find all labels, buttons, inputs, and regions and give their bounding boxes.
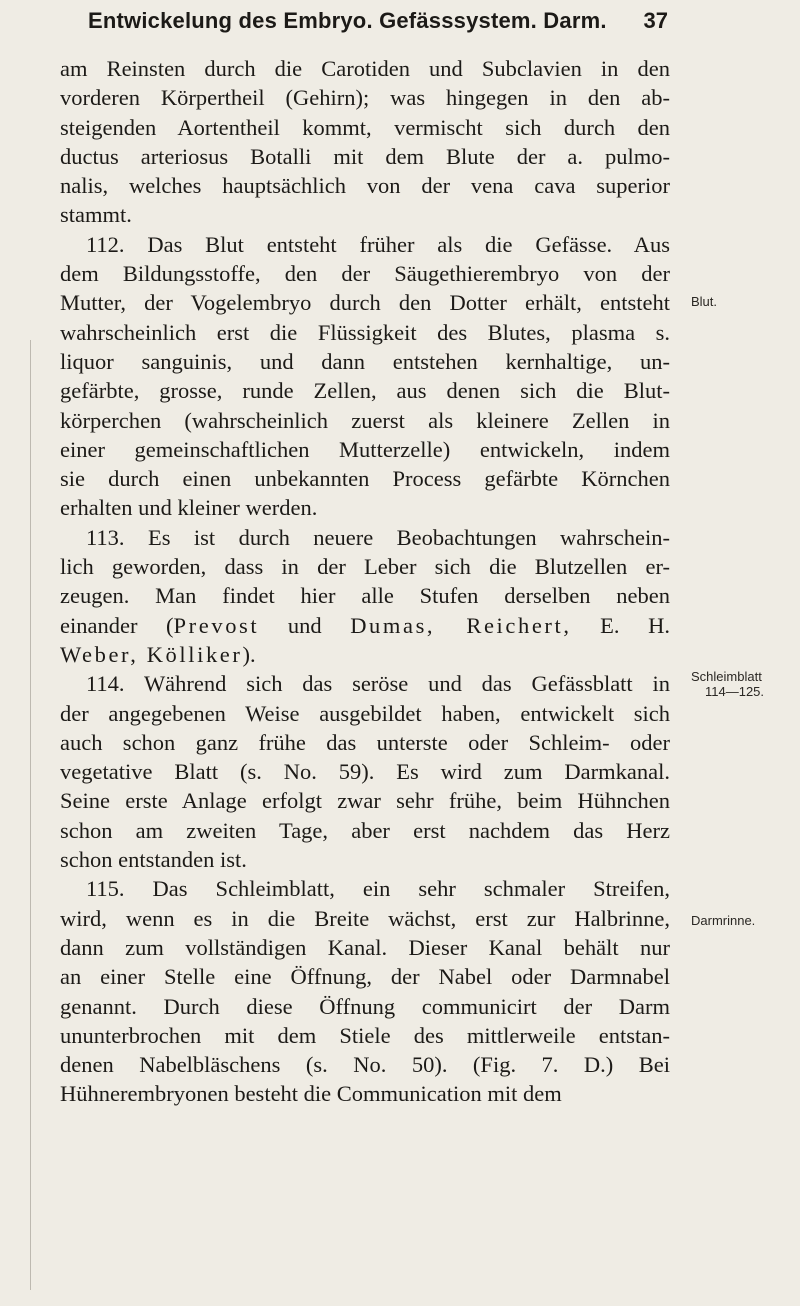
paragraph-114-start: 114. Während sich das seröse und das Gefässblatt in: [86, 671, 670, 697]
paragraph-112-start: 112. Das Blut entsteht früher als die Gefässe. Aus: [86, 231, 670, 257]
text-line: stammt.: [60, 202, 132, 228]
margin-note-schleimblatt-range: 114—125.: [705, 684, 765, 699]
spaced-name: Weber, Kölliker: [60, 641, 243, 667]
spaced-name: Dumas, Reichert,: [350, 612, 572, 638]
text-line: auch schon ganz frühe das unterste oder Schleim- oder: [60, 729, 670, 755]
text-line: genannt. Durch diese Öffnung communicirt der Darm: [60, 993, 670, 1019]
margin-note-blut: [691, 294, 717, 309]
text-line: vegetative Blatt (s. No. 59). Es wird zum Darmkanal.: [60, 759, 670, 785]
paragraph-113-start: 113. Es ist durch neuere Beobachtungen wahrschein-: [86, 524, 670, 550]
margin-note-darmrinne: [691, 913, 755, 928]
text-line: dann zum vollständigen Kanal. Dieser Kanal behält nur: [60, 934, 670, 960]
text-line: wird, wenn es in die Breite wächst, erst zur Halbrinne,: [60, 905, 670, 931]
text-line: Hühnerembryonen besteht die Communication mit dem: [60, 1081, 562, 1107]
spaced-name: Prevost: [173, 612, 260, 638]
running-header-title: Entwickelung des Embryo. Gefässsystem. Darm.: [88, 8, 607, 33]
text-line: ductus arteriosus Botalli mit dem Blute der a. pulmo-: [60, 143, 670, 169]
margin-note-schleimblatt-text: Schleimblatt: [691, 669, 762, 684]
text-line: einer gemeinschaftlichen Mutterzelle) entwickeln, indem: [60, 436, 670, 462]
text-line: zeugen. Man findet hier alle Stufen derselben neben: [60, 583, 670, 609]
text-line: an einer Stelle eine Öffnung, der Nabel oder Darmnabel: [60, 964, 670, 990]
margin-note-schleimblatt: [691, 669, 764, 699]
text-line: nalis, welches hauptsächlich von der vena cava superior: [60, 173, 670, 199]
text-line: steigenden Aortentheil kommt, vermischt sich durch den: [60, 114, 670, 140]
text-line: wahrscheinlich erst die Flüssigkeit des Blutes, plasma s.: [60, 319, 670, 345]
text-line: denen Nabelbläschens (s. No. 50). (Fig. 7. D.) Bei: [60, 1052, 670, 1078]
text-line: körperchen (wahrscheinlich zuerst als kleinere Zellen in: [60, 407, 670, 433]
text-line: schon entstanden ist.: [60, 847, 247, 873]
running-header: [88, 8, 668, 44]
binding-edge: [30, 340, 37, 1290]
body-text: [60, 54, 670, 1109]
text-line: dem Bildungsstoffe, den der Säugethierembryo von der: [60, 261, 670, 287]
text-line: sie durch einen unbekannten Process gefärbte Körnchen: [60, 466, 670, 492]
text-line: erhalten und kleiner werden.: [60, 495, 318, 521]
text-line: gefärbte, grosse, runde Zellen, aus denen sich die Blut-: [60, 378, 670, 404]
text-line: der angegebenen Weise ausgebildet haben, entwickelt sich: [60, 700, 670, 726]
text-line: vorderen Körpertheil (Gehirn); was hingegen in den ab-: [60, 85, 670, 111]
text-line: ununterbrochen mit dem Stiele des mittlerweile entstan-: [60, 1022, 670, 1048]
text-line: liquor sanguinis, und dann entstehen kernhaltige, un-: [60, 348, 670, 374]
text-line: schon am zweiten Tage, aber erst nachdem das Herz: [60, 817, 670, 843]
text-line: am Reinsten durch die Carotiden und Subclavien in den: [60, 56, 670, 81]
margin-note-blut-text: Blut.: [691, 294, 718, 309]
paragraph-115-start: 115. Das Schleimblatt, ein sehr schmaler Streifen,: [86, 876, 670, 902]
text-line: einander (Prevost und Dumas, Reichert, E. H.: [60, 612, 671, 638]
text-line: lich geworden, dass in der Leber sich die Blutzellen er-: [60, 554, 670, 580]
text-line: Mutter, der Vogelembryo durch den Dotter erhält, entsteht: [60, 290, 670, 316]
margin-note-darmrinne-text: Darmrinne.: [691, 913, 756, 928]
text-line: Seine erste Anlage erfolgt zwar sehr frühe, beim Hühnchen: [60, 788, 670, 814]
text-line: Weber, Kölliker).: [60, 641, 256, 667]
page-number: 37: [643, 8, 668, 33]
